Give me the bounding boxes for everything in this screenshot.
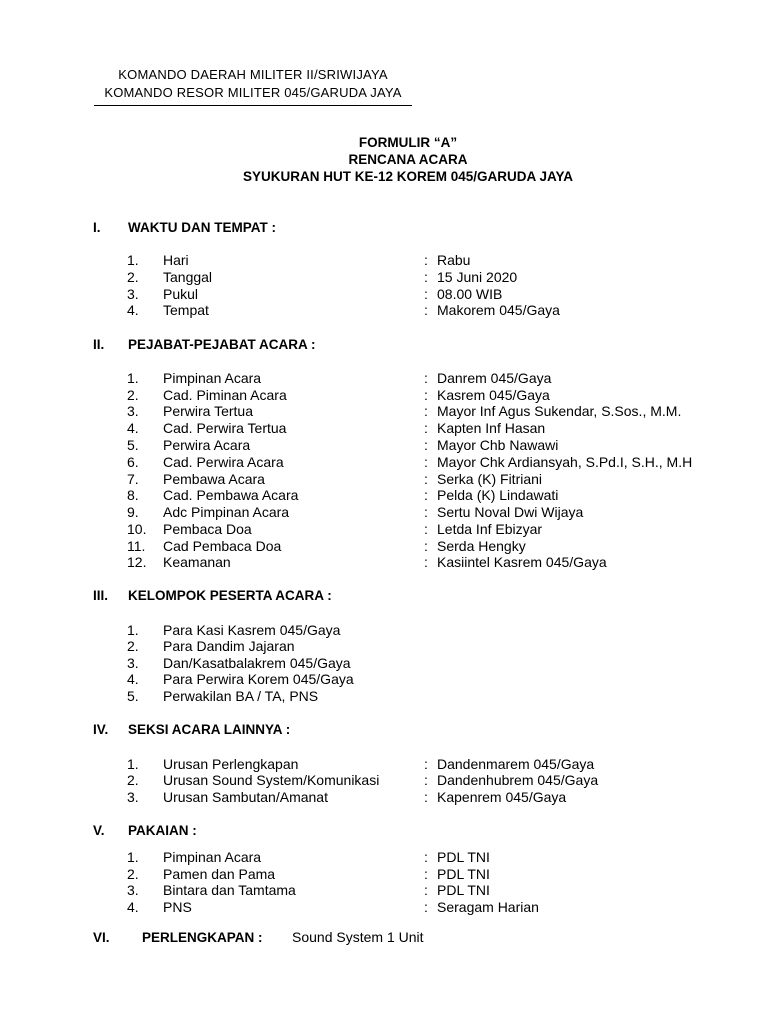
item-label: Perwira Tertua bbox=[163, 403, 254, 419]
header-line-kodam: KOMANDO DAERAH MILITER II/SRIWIJAYA bbox=[118, 67, 388, 82]
item-value: Seragam Harian bbox=[437, 899, 539, 915]
item-value: Kapenrem 045/Gaya bbox=[437, 789, 567, 805]
item-colon: : bbox=[424, 387, 428, 403]
item-number: 3. bbox=[127, 286, 139, 302]
item-label: Pembaca Doa bbox=[163, 521, 252, 537]
section-number: VI. bbox=[93, 930, 110, 945]
item-colon: : bbox=[424, 521, 428, 537]
list-item bbox=[0, 403, 768, 420]
plan-title: RENCANA ACARA bbox=[348, 152, 468, 167]
item-number: 8. bbox=[127, 487, 139, 503]
item-number: 2. bbox=[127, 772, 139, 788]
item-label: Cad. Perwira Tertua bbox=[163, 420, 287, 436]
item-number: 4. bbox=[127, 420, 139, 436]
list-item bbox=[0, 622, 768, 639]
item-label: Tanggal bbox=[163, 269, 213, 285]
item-number: 3. bbox=[127, 403, 139, 419]
item-label: Perwakilan BA / TA, PNS bbox=[163, 688, 319, 704]
item-label: Urusan Sambutan/Amanat bbox=[163, 789, 328, 805]
list-item bbox=[0, 471, 768, 488]
item-label: Cad. Perwira Acara bbox=[163, 454, 284, 470]
list-item bbox=[0, 387, 768, 404]
event-title: SYUKURAN HUT KE-12 KOREM 045/GARUDA JAYA bbox=[242, 169, 574, 184]
item-label: Pamen dan Pama bbox=[163, 866, 276, 882]
item-number: 9. bbox=[127, 504, 139, 520]
item-value: PDL TNI bbox=[437, 866, 490, 882]
item-colon: : bbox=[424, 756, 428, 772]
list-item bbox=[0, 789, 768, 806]
item-label: Cad. Piminan Acara bbox=[163, 387, 287, 403]
item-label: Dan/Kasatbalakrem 045/Gaya bbox=[163, 655, 351, 671]
item-number: 2. bbox=[127, 638, 139, 654]
equipment-value: Sound System 1 Unit bbox=[292, 929, 424, 945]
item-colon: : bbox=[424, 437, 428, 453]
item-label: Perwira Acara bbox=[163, 437, 251, 453]
item-colon: : bbox=[424, 899, 428, 915]
item-value: Serda Hengky bbox=[437, 538, 526, 554]
item-value: 15 Juni 2020 bbox=[437, 269, 518, 285]
item-label: Pukul bbox=[163, 286, 199, 302]
section-title: SEKSI ACARA LAINNYA : bbox=[128, 722, 291, 737]
item-value: Danrem 045/Gaya bbox=[437, 370, 552, 386]
list-item bbox=[0, 437, 768, 454]
item-colon: : bbox=[424, 849, 428, 865]
item-colon: : bbox=[424, 302, 428, 318]
list-item bbox=[0, 286, 768, 303]
item-number: 4. bbox=[127, 899, 139, 915]
item-number: 7. bbox=[127, 471, 139, 487]
item-label: Para Kasi Kasrem 045/Gaya bbox=[163, 622, 341, 638]
item-number: 3. bbox=[127, 882, 139, 898]
list-item bbox=[0, 655, 768, 672]
item-number: 6. bbox=[127, 454, 139, 470]
item-label: Cad. Pembawa Acara bbox=[163, 487, 299, 503]
item-colon: : bbox=[424, 269, 428, 285]
list-item bbox=[0, 521, 768, 538]
item-number: 12. bbox=[127, 554, 147, 570]
list-item bbox=[0, 370, 768, 387]
item-label: Tempat bbox=[163, 302, 209, 318]
item-value: PDL TNI bbox=[437, 882, 490, 898]
item-label: Cad Pembaca Doa bbox=[163, 538, 282, 554]
item-value: Rabu bbox=[437, 252, 471, 268]
item-value: Kasiintel Kasrem 045/Gaya bbox=[437, 554, 607, 570]
section-number: II. bbox=[93, 337, 105, 352]
list-item bbox=[0, 487, 768, 504]
item-number: 1. bbox=[127, 849, 139, 865]
item-label: Bintara dan Tamtama bbox=[163, 882, 296, 898]
item-value: Dandenhubrem 045/Gaya bbox=[437, 772, 599, 788]
item-colon: : bbox=[424, 471, 428, 487]
header-block bbox=[94, 66, 412, 102]
item-number: 2. bbox=[127, 387, 139, 403]
item-number: 10. bbox=[127, 521, 147, 537]
item-label: Hari bbox=[163, 252, 189, 268]
item-value: 08.00 WIB bbox=[437, 286, 503, 302]
item-colon: : bbox=[424, 772, 428, 788]
item-label: Pimpinan Acara bbox=[163, 370, 262, 386]
item-number: 4. bbox=[127, 302, 139, 318]
list-item bbox=[0, 420, 768, 437]
item-value: Mayor Chb Nawawi bbox=[437, 437, 559, 453]
item-number: 1. bbox=[127, 252, 139, 268]
item-colon: : bbox=[424, 866, 428, 882]
list-item bbox=[0, 849, 768, 866]
section-title: WAKTU DAN TEMPAT : bbox=[128, 220, 276, 235]
item-number: 2. bbox=[127, 269, 139, 285]
list-item bbox=[0, 772, 768, 789]
list-item bbox=[0, 866, 768, 883]
list-item bbox=[0, 554, 768, 571]
item-label: Keamanan bbox=[163, 554, 231, 570]
list-item bbox=[0, 252, 768, 269]
item-label: Para Dandim Jajaran bbox=[163, 638, 295, 654]
list-item bbox=[0, 756, 768, 773]
item-number: 4. bbox=[127, 671, 139, 687]
section-title: KELOMPOK PESERTA ACARA : bbox=[128, 588, 332, 603]
item-number: 3. bbox=[127, 789, 139, 805]
list-item bbox=[0, 269, 768, 286]
item-colon: : bbox=[424, 252, 428, 268]
item-number: 5. bbox=[127, 437, 139, 453]
section-title: PAKAIAN : bbox=[128, 823, 197, 838]
item-colon: : bbox=[424, 882, 428, 898]
item-colon: : bbox=[424, 789, 428, 805]
section-number: V. bbox=[93, 823, 105, 838]
list-item bbox=[0, 688, 768, 705]
list-item bbox=[0, 538, 768, 555]
list-item bbox=[0, 454, 768, 471]
list-item bbox=[0, 882, 768, 899]
item-label: Urusan Sound System/Komunikasi bbox=[163, 772, 380, 788]
item-colon: : bbox=[424, 403, 428, 419]
section-number: III. bbox=[93, 588, 109, 603]
item-colon: : bbox=[424, 504, 428, 520]
list-item bbox=[0, 504, 768, 521]
item-colon: : bbox=[424, 487, 428, 503]
item-colon: : bbox=[424, 370, 428, 386]
item-label: Para Perwira Korem 045/Gaya bbox=[163, 671, 354, 687]
list-item bbox=[0, 671, 768, 688]
item-number: 1. bbox=[127, 370, 139, 386]
item-number: 3. bbox=[127, 655, 139, 671]
item-number: 1. bbox=[127, 622, 139, 638]
list-item bbox=[0, 302, 768, 319]
item-colon: : bbox=[424, 454, 428, 470]
item-value: PDL TNI bbox=[437, 849, 490, 865]
header-line-korem: KOMANDO RESOR MILITER 045/GARUDA JAYA bbox=[104, 85, 402, 100]
section-title: PEJABAT-PEJABAT ACARA : bbox=[128, 337, 316, 352]
item-colon: : bbox=[424, 286, 428, 302]
item-value: Mayor Inf Agus Sukendar, S.Sos., M.M. bbox=[437, 403, 682, 419]
item-value: Sertu Noval Dwi Wijaya bbox=[437, 504, 584, 520]
section-title: PERLENGKAPAN : bbox=[142, 930, 263, 945]
list-item bbox=[0, 899, 768, 916]
item-label: PNS bbox=[163, 899, 192, 915]
item-colon: : bbox=[424, 420, 428, 436]
section-number: I. bbox=[93, 220, 101, 235]
item-value: Kasrem 045/Gaya bbox=[437, 387, 550, 403]
item-value: Serka (K) Fitriani bbox=[437, 471, 543, 487]
item-value: Kapten Inf Hasan bbox=[437, 420, 546, 436]
item-label: Adc Pimpinan Acara bbox=[163, 504, 290, 520]
item-value: Dandenmarem 045/Gaya bbox=[437, 756, 595, 772]
item-number: 2. bbox=[127, 866, 139, 882]
item-value: Mayor Chk Ardiansyah, S.Pd.I, S.H., M.H bbox=[437, 454, 693, 470]
item-colon: : bbox=[424, 554, 428, 570]
section-number: IV. bbox=[93, 722, 109, 737]
item-label: Urusan Perlengkapan bbox=[163, 756, 299, 772]
item-value: Makorem 045/Gaya bbox=[437, 302, 560, 318]
item-value: Letda Inf Ebizyar bbox=[437, 521, 543, 537]
item-label: Pimpinan Acara bbox=[163, 849, 262, 865]
item-number: 1. bbox=[127, 756, 139, 772]
header-underline bbox=[94, 105, 412, 106]
item-label: Pembawa Acara bbox=[163, 471, 265, 487]
item-number: 11. bbox=[127, 538, 146, 554]
item-number: 5. bbox=[127, 688, 139, 704]
item-value: Pelda (K) Lindawati bbox=[437, 487, 559, 503]
form-title: FORMULIR “A” bbox=[358, 135, 458, 150]
list-item bbox=[0, 638, 768, 655]
item-colon: : bbox=[424, 538, 428, 554]
